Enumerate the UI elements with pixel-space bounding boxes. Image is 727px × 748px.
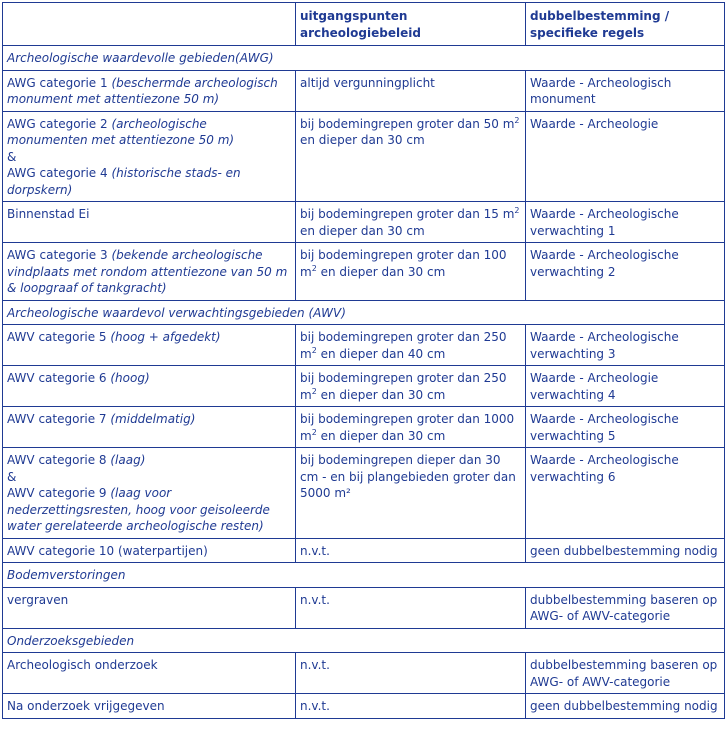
category-cell [3,243,296,301]
section-row-awv [3,300,725,325]
policy-text: bij bodemingrepen groter dan 250 m [300,330,507,361]
category-cell [3,325,296,366]
category-name: AWV categorie 6 [7,371,111,385]
table-row [3,111,725,202]
ampersand: & [7,149,17,164]
ampersand: & [7,469,17,484]
header-uitgangspunten [296,3,526,46]
table-row [3,243,725,301]
category-detail: (beschermde archeologisch monument met attentiezone 50 m) [7,75,278,106]
zoning-cell: geen dubbelbestemming nodig [526,694,725,719]
category-cell: vergraven [3,587,296,628]
category-detail: (middelmatig) [110,412,196,426]
policy-cell: n.v.t. [296,694,526,719]
table-row [3,325,725,366]
category-cell [3,111,296,202]
zoning-cell: dubbelbestemming baseren op AWG- of AWV-categorie [526,587,725,628]
superscript: 2 [514,115,520,125]
section-title: Bodemverstoringen [3,563,725,588]
table-row [3,202,725,243]
table-row [3,448,725,539]
zoning-cell: Waarde - Archeologisch monument [526,70,725,111]
archeology-policy-table [2,2,725,719]
category-detail: (archeologische monumenten met attentiezone 50 m) [7,116,235,147]
category-name: AWV categorie 8 [7,453,111,467]
category-detail: (historische stads- en dorpskern) [7,166,241,197]
category-cell: AWV categorie 10 (waterpartijen) [3,538,296,563]
category-cell: Binnenstad Ei [3,202,296,243]
policy-text: bij bodemingrepen groter dan 15 m [300,207,515,221]
policy-text: bij bodemingrepen groter dan 1000 m [300,412,515,443]
category-cell: Archeologisch onderzoek [3,653,296,694]
category-detail: (laag voor nederzettingsresten, hoog voor geisoleerde water gerelateerde archeologische resten) [7,486,270,533]
category-name: AWV categorie 5 [7,330,111,344]
policy-text: en dieper dan 30 cm [316,264,446,279]
table-row [3,407,725,448]
section-row-bodemverstoringen [3,563,725,588]
policy-cell: n.v.t. [296,587,526,628]
table-header-row [3,3,725,46]
superscript: 2 [311,386,317,396]
category-detail: (laag) [110,453,146,467]
policy-text: en dieper dan 30 cm [300,133,425,147]
zoning-cell: Waarde - Archeologische verwachting 2 [526,243,725,301]
zoning-cell: Waarde - Archeologische verwachting 1 [526,202,725,243]
policy-cell: n.v.t. [296,538,526,563]
header-dubbelbestemming [526,3,725,46]
section-row-onderzoeksgebieden [3,628,725,653]
zoning-cell: Waarde - Archeologische verwachting 3 [526,325,725,366]
policy-text: en dieper dan 30 cm [316,428,446,443]
policy-cell: bij bodemingrepen dieper dan 30 cm - en bij plangebieden groter dan 5000 m² [296,448,526,539]
category-name: AWG categorie 3 [7,248,112,262]
section-title: Archeologische waardevolle gebieden(AWG) [3,46,725,71]
policy-text: bij bodemingrepen groter dan 250 m [300,371,507,402]
category-cell: Na onderzoek vrijgegeven [3,694,296,719]
category-detail: (hoog) [110,371,150,385]
superscript: 2 [514,206,520,215]
policy-cell [296,407,526,448]
zoning-cell: Waarde - Archeologische verwachting 5 [526,407,725,448]
policy-cell: n.v.t. [296,653,526,694]
policy-text: en dieper dan 40 cm [316,346,446,361]
table-row [3,653,725,694]
category-cell [3,70,296,111]
policy-text: en dieper dan 30 cm [300,223,425,238]
policy-cell [296,202,526,243]
category-cell [3,448,296,539]
table-row [3,366,725,407]
section-row-awg [3,46,725,71]
header-uitgangspunten-line2: archeologiebeleid [300,25,421,40]
table-row [3,70,725,111]
category-cell [3,366,296,407]
policy-text: bij bodemingrepen groter dan 100 m [300,248,507,279]
category-detail: (hoog + afgedekt) [110,330,221,344]
section-title: Archeologische waardevol verwachtingsgebieden (AWV) [3,300,725,325]
category-name: AWV categorie 7 [7,412,111,426]
policy-cell [296,111,526,202]
superscript: 2 [311,345,317,355]
policy-cell [296,366,526,407]
policy-cell: altijd vergunningplicht [296,70,526,111]
zoning-cell: Waarde - Archeologische verwachting 6 [526,448,725,539]
category-name: AWG categorie 4 [7,166,112,180]
table-row [3,587,725,628]
policy-cell [296,243,526,301]
category-cell [3,407,296,448]
header-empty-cell [3,3,296,46]
zoning-cell: Waarde - Archeologie [526,111,725,202]
category-name: AWG categorie 2 [7,116,112,131]
superscript: 2 [311,263,317,273]
zoning-cell: geen dubbelbestemming nodig [526,538,725,563]
policy-cell [296,325,526,366]
category-name: AWG categorie 1 [7,75,112,90]
section-title: Onderzoeksgebieden [3,628,725,653]
header-dubbelbestemming-line1: dubbelbestemming / [530,9,670,23]
category-detail: (bekende archeologische vindplaats met rondom attentiezone van 50 m & loopgraaf of tankgracht) [7,248,288,295]
superscript: 2 [311,427,317,437]
header-dubbelbestemming-line2: specifieke regels [530,25,645,40]
table-row [3,538,725,563]
zoning-cell: Waarde - Archeologie verwachting 4 [526,366,725,407]
policy-text: bij bodemingrepen groter dan 50 m [300,116,515,131]
policy-text: en dieper dan 30 cm [316,387,446,402]
table-row [3,694,725,719]
category-name: AWV categorie 9 [7,486,111,500]
header-uitgangspunten-line1: uitgangspunten [300,9,408,23]
zoning-cell: dubbelbestemming baseren op AWG- of AWV-categorie [526,653,725,694]
